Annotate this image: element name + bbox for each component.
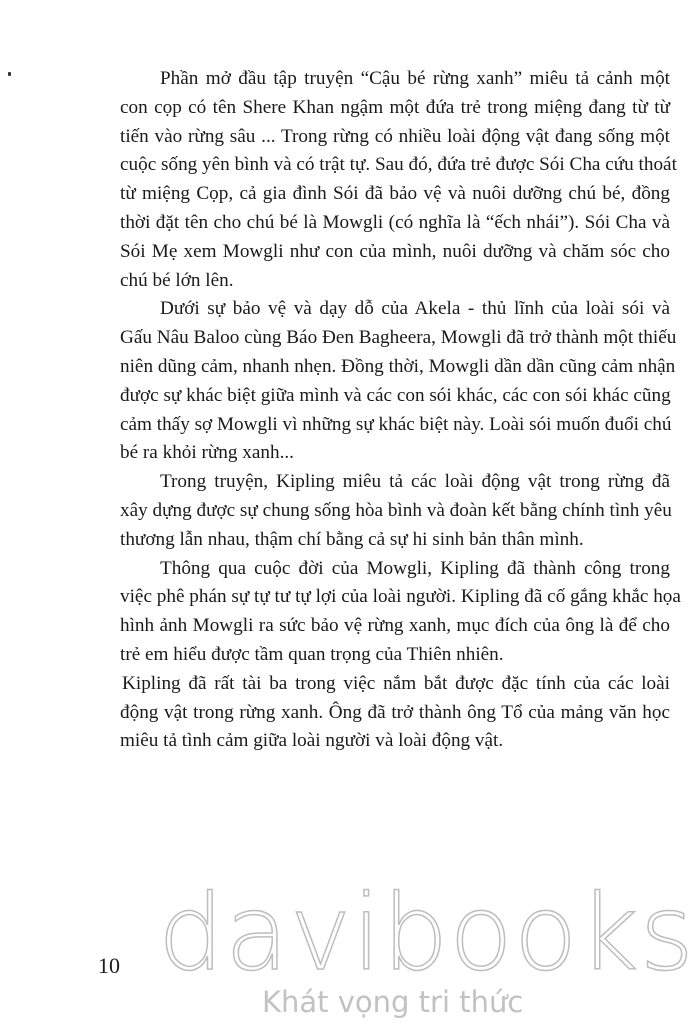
watermark-tagline: Khát vọng tri thức	[262, 985, 524, 1019]
text-line: được sự khác biệt giữa mình và các con sói khác, các con sói khác cũng	[120, 384, 671, 406]
text-line: Phần mở đầu tập truyện “Cậu bé rừng xanh” miêu tả cảnh một	[160, 68, 670, 89]
paragraph	[120, 670, 670, 756]
watermark-logo: davibooks	[158, 872, 695, 994]
text-line: chú bé lớn lên.	[120, 269, 234, 291]
scan-speck	[8, 72, 11, 76]
text-line: việc phê phán sự tự tư tự lợi của loài người. Kipling đã cố gắng khắc họa	[120, 586, 681, 608]
paragraph	[120, 555, 681, 670]
text-line: miêu tả tình cảm giữa loài người và loài động vật.	[120, 730, 504, 752]
text-line: tiến vào rừng sâu ... Trong rừng có nhiều loài động vật đang sống một	[120, 125, 670, 147]
text-line: con cọp có tên Shere Khan ngậm một đứa trẻ trong miệng đang từ từ	[120, 96, 670, 118]
paragraph	[120, 65, 677, 295]
text-line: cảm thấy sợ Mowgli vì những sự khác biệt này. Loài sói muốn đuổi chú	[120, 413, 672, 435]
text-line: hình ảnh Mowgli ra sức bảo vệ rừng xanh, mục đích của ông là để cho	[120, 615, 670, 637]
text-line: động vật trong rừng xanh. Ông đã trở thành ông Tổ của mảng văn học	[120, 701, 670, 723]
text-line: xây dựng được sự chung sống hòa bình và đoàn kết bằng chính tình yêu	[120, 499, 672, 521]
text-line: bé ra khỏi rừng xanh...	[120, 442, 294, 464]
text-line: Gấu Nâu Baloo cùng Báo Đen Bagheera, Mowgli đã trở thành một thiếu	[120, 327, 677, 349]
paragraph	[120, 295, 677, 468]
text-line: niên dũng cảm, nhanh nhẹn. Đồng thời, Mowgli dần dần cũng cảm nhận	[120, 355, 676, 377]
text-line: Sói Mẹ xem Mowgli như con của mình, nuôi dưỡng và chăm sóc cho	[120, 240, 670, 262]
text-line: từ miệng Cọp, cả gia đình Sói đã bảo vệ và nuôi dưỡng chú bé, đồng	[120, 183, 670, 205]
text-line: Dưới sự bảo vệ và dạy dỗ của Akela - thủ lĩnh của loài sói và	[160, 298, 670, 320]
paragraph	[120, 468, 670, 554]
page-number: 10	[98, 953, 120, 978]
text-line: Trong truyện, Kipling miêu tả các loài động vật trong rừng đã	[160, 471, 670, 493]
text-line: Kipling đã rất tài ba trong việc nắm bắt được đặc tính của các loài	[122, 672, 670, 694]
body-text	[120, 65, 681, 756]
text-line: cuộc sống yên bình và có trật tự. Sau đó, đứa trẻ được Sói Cha cứu thoát	[120, 154, 677, 176]
text-line: Thông qua cuộc đời của Mowgli, Kipling đã thành công trong	[160, 557, 670, 579]
text-line: thời đặt tên cho chú bé là Mowgli (có nghĩa là “ếch nhái”). Sói Cha và	[120, 211, 670, 233]
text-line: trẻ em hiểu được tầm quan trọng của Thiên nhiên.	[120, 643, 504, 665]
text-line: thương lẫn nhau, thậm chí bằng cả sự hi sinh bản thân mình.	[120, 528, 584, 550]
